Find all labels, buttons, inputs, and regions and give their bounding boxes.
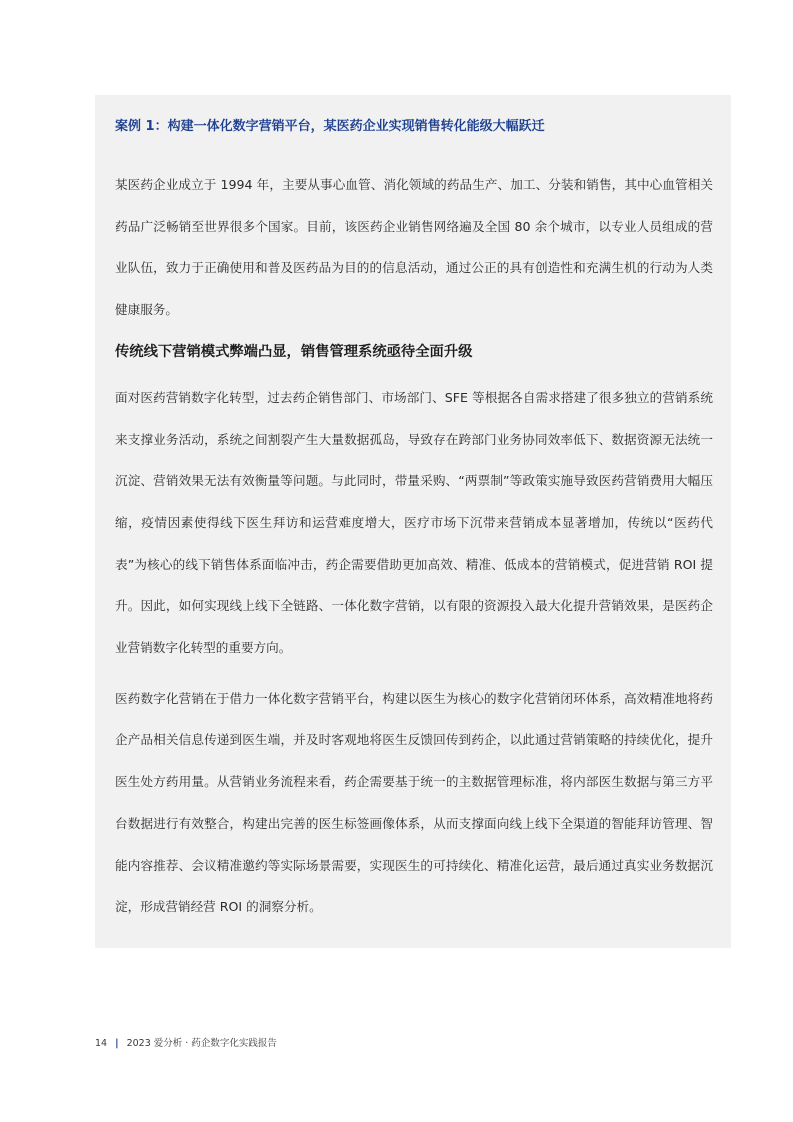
case-title: 案例 1：构建一体化数字营销平台，某医药企业实现销售转化能级大幅跃迁 (115, 119, 545, 134)
body-paragraph-1: 面对医药营销数字化转型，过去药企销售部门、市场部门、SFE 等根据各自需求搭建了很多独立的营销系统来支撑业务活动，系统之间割裂产生大量数据孤岛，导致存在跨部门业务协同效率低下、数据资源无法统一沉淀、营销效果无法有效衡量等问题。与此同时，带量采购、“两票制”等政策实施导致医药营销费用大幅压缩，疫情因素使得线下医生拜访和运营难度增大，医疗市场下沉带来营销成本显著增加，传统以“医药代表”为核心的线下销售体系面临冲击，药企需要借助更加高效、精准、低成本的营销模式，促进营销 ROI 提升。因此，如何实现线上线下全链路、一体化数字营销，以有限的资源投入最大化提升营销效果，是医药企业营销数字化转型的重要方向。 (115, 389, 713, 656)
body-paragraph-2: 医药数字化营销在于借力一体化数字营销平台，构建以医生为核心的数字化营销闭环体系，高效精准地将药企产品相关信息传递到医生端，并及时客观地将医生反馈回传到药企，以此通过营销策略的持续优化，提升医生处方药用量。从营销业务流程来看，药企需要基于统一的主数据管理标准，将内部医生数据与第三方平台数据进行有效整合，构建出完善的医生标签画像体系，从而支撑面向线上线下全渠道的智能拜访管理、智能内容推荐、会议精准邀约等实际场景需要，实现医生的可持续化、精准化运营，最后通过真实业务数据沉淀，形成营销经营 ROI 的洞察分析。 (115, 690, 713, 915)
section-heading: 传统线下营销模式弊端凸显，销售管理系统亟待全面升级 (115, 343, 473, 360)
case-intro-paragraph: 某医药企业成立于 1994 年，主要从事心血管、消化领域的药品生产、加工、分装和销售，其中心血管相关药品广泛畅销至世界很多个国家。目前，该医药企业销售网络遍及全国 80 余个城市，以专业人员组成的营业队伍，致力于正确使用和普及医药品为目的的信息活动，通过公正的具有创造性和充满生机的行动为人类健康服务。 (115, 177, 713, 318)
report-title: 2023 爱分析 · 药企数字化实践报告 (126, 1038, 277, 1049)
footer-separator: | (115, 1038, 119, 1049)
case-study-box (95, 95, 731, 948)
page-footer (95, 1036, 277, 1052)
page-number: 14 (95, 1038, 108, 1049)
